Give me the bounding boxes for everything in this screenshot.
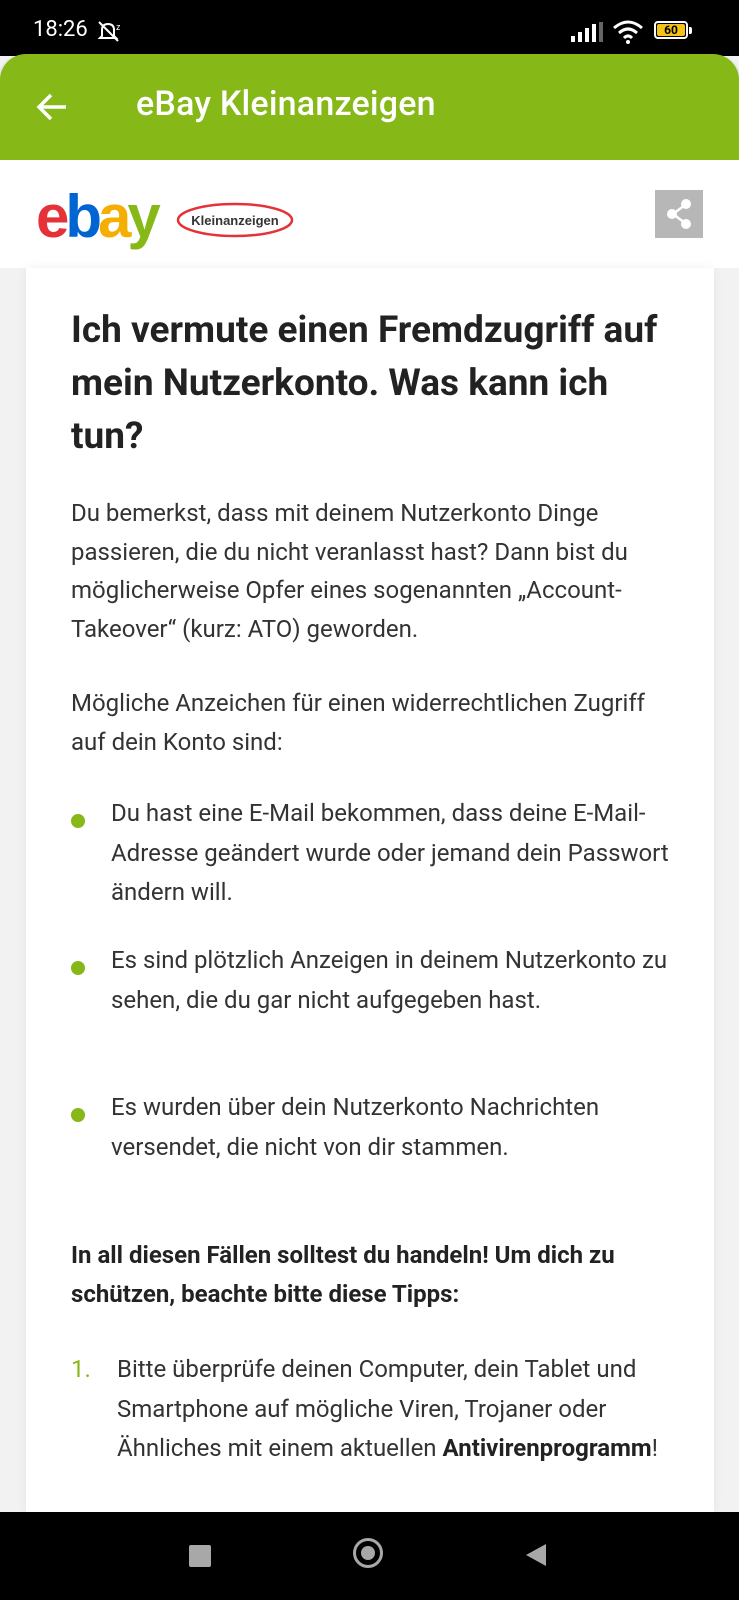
wifi-icon (612, 20, 644, 48)
logo-header (0, 160, 739, 268)
status-bar (0, 0, 739, 56)
clock: 18:26 (33, 17, 88, 42)
share-button[interactable] (655, 190, 703, 238)
action-intro-paragraph: In all diesen Fällen solltest du handeln! Um dich zu schützen, beachte bitte diese Tipps: (71, 1241, 615, 1308)
battery-level: 60 (664, 23, 678, 37)
bullet-icon (71, 1108, 85, 1122)
svg-text:z: z (116, 22, 121, 32)
dnd-icon (96, 20, 124, 46)
badge-text: Kleinanzeigen (191, 213, 279, 228)
signal-icon (571, 22, 603, 46)
back-icon[interactable] (526, 1544, 546, 1566)
intro-paragraph: Du bemerkst, dass mit deinem Nutzerkonto Dinge passieren, die du nicht veranlasst hast? Dann bist du möglicherweise Opfer eines sogenannten „Account-Takeover“ (kurz: ATO) geworden. (71, 499, 628, 643)
signs-intro-paragraph: Mögliche Anzeichen für einen widerrechtlichen Zugriff auf dein Konto sind: (71, 689, 646, 756)
numbered-item-text: Bitte überprüfe deinen Computer, dein Tablet und Smartphone auf mögliche Viren, Trojaner oder Ähnliches mit einem aktuellen Antivirenprogramm! (117, 1355, 658, 1462)
article-heading: Ich vermute einen Fremdzugriff auf mein Nutzerkonto. Was kann ich tun? (71, 309, 658, 458)
list-item-text: Es sind plötzlich Anzeigen in deinem Nutzerkonto zu sehen, die du gar nicht aufgegeben hast. (111, 946, 668, 1014)
list-number: 1. (71, 1355, 91, 1383)
bullet-icon (71, 814, 85, 828)
app-bar (0, 54, 739, 160)
recents-icon[interactable] (189, 1545, 211, 1567)
bold-term: Antivirenprogramm (442, 1434, 652, 1462)
share-icon (655, 190, 703, 238)
ebay-logo: ebay (36, 183, 157, 250)
list-item-text: Es wurden über dein Nutzerkonto Nachrichten versendet, die nicht von dir stammen. (111, 1093, 600, 1161)
system-nav-bar (0, 1512, 739, 1600)
battery-icon (654, 21, 694, 41)
kleinanzeigen-badge (175, 200, 295, 240)
back-arrow-icon[interactable] (34, 89, 70, 125)
list-item-text: Du hast eine E-Mail bekommen, dass deine E-Mail-Adresse geändert wurde oder jemand dein Passwort ändern will. (111, 799, 669, 906)
app-title: eBay Kleinanzeigen (136, 84, 436, 124)
bullet-icon (71, 961, 85, 975)
home-icon[interactable] (353, 1538, 383, 1568)
article-card (26, 268, 714, 1512)
